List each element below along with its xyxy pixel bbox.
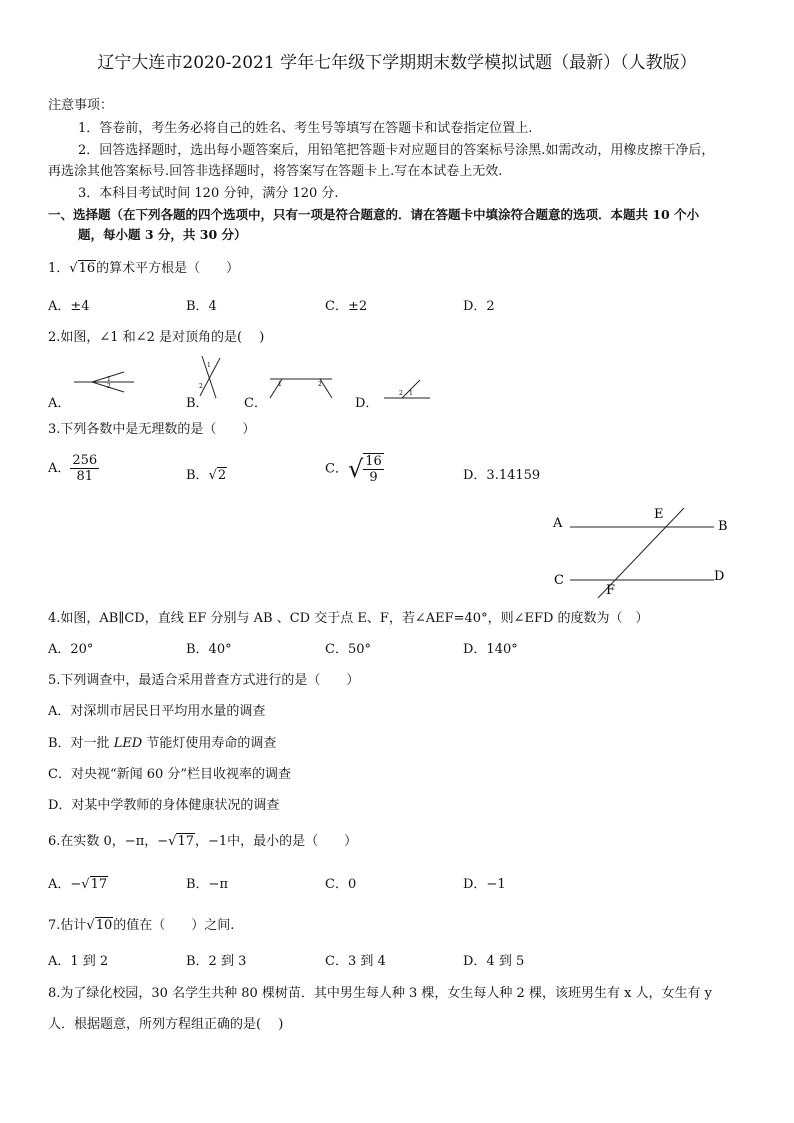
question-5-option-b[interactable]: B．对一批 LED 节能灯使用寿命的调查 (48, 736, 277, 751)
figure-2c-label-1: 1 (278, 381, 282, 388)
sqrt-16-9: √ $\frac{16}{9}$ (347, 454, 382, 485)
figure-2b-label-1: 1 (207, 362, 211, 369)
question-1-option-c[interactable]: C．±2 (325, 299, 368, 314)
notice-item-3: 3．本科目考试时间 120 分钟，满分 120 分. (78, 186, 339, 201)
question-4-stem: 4.如图，AB∥CD，直线 EF 分别与 AB 、CD 交于点 E、F，若∠AEF=40°，则∠EFD 的度数为（ ） (48, 611, 649, 626)
figure-2d-label-1: 1 (409, 390, 413, 397)
figure-2d-label-2: 2 (399, 390, 403, 397)
point-c-label: C (554, 573, 564, 588)
question-5-stem: 5.下列调查中，最适合采用普查方式进行的是（ ） (48, 673, 360, 688)
question-3-option-c[interactable]: C．√ $\frac{16}{9}$ (325, 454, 382, 485)
question-1-option-a[interactable]: A．±4 (48, 299, 90, 314)
question-7-option-b[interactable]: B．2 到 3 (186, 954, 247, 969)
figure-2a-label-2: 2 (107, 383, 111, 390)
question-7-option-d[interactable]: D．4 到 5 (463, 954, 525, 969)
figure-2b (196, 354, 226, 400)
question-5-option-a[interactable]: A．对深圳市居民日平均用水量的调查 (48, 704, 266, 719)
question-4-option-b[interactable]: B．40° (186, 642, 232, 657)
notice-item-2a: 2．回答选择题时，选出每小题答案后，用铅笔把答题卡对应题目的答案标号涂黑.如需改动，用橡皮擦干净后， (78, 143, 715, 158)
point-b-label: B (718, 519, 728, 534)
question-2-stem: 2.如图，∠1 和∠2 是对顶角的是( ) (48, 330, 265, 345)
question-4-option-c[interactable]: C．50° (325, 642, 371, 657)
fraction-256-81: $\frac{256}{81}$ (72, 453, 98, 484)
notice-heading: 注意事项： (48, 98, 114, 113)
question-7-stem: 7.估计√10的值在（ ）之间. (48, 918, 235, 933)
question-5-option-c[interactable]: C．对央视“新闻 60 分”栏目收视率的调查 (48, 767, 292, 782)
figure-4-parallel-lines (548, 502, 738, 598)
notice-item-2b: 再选涂其他答案标号.回答非选择题时，将答案写在答题卡上.写在本试卷上无效. (48, 164, 503, 179)
question-8-stem-line-1: 8.为了绿化校园，30 名学生共种 80 棵树苗．其中男生每人种 3 棵，女生每人种 2 棵，该班男生有 x 人，女生有 y (48, 986, 713, 1001)
question-6-option-d[interactable]: D．−1 (463, 877, 506, 892)
section-heading-line-1: 一、选择题（在下列各题的四个选项中，只有一项是符合题意的．请在答题卡中填涂符合题意的选项．本题共 10 个小 (48, 207, 700, 222)
section-heading-line-2: 题，每小题 3 分，共 30 分） (78, 227, 247, 242)
question-7-option-a[interactable]: A．1 到 2 (48, 954, 109, 969)
point-d-label: D (714, 569, 725, 584)
question-1-stem: 1．√16的算术平方根是（ ） (48, 261, 240, 276)
point-f-label: F (606, 583, 616, 598)
question-3-option-d[interactable]: D．3.14159 (463, 468, 541, 483)
question-3-option-b[interactable]: B．√2 (186, 468, 227, 483)
figure-2b-label-2: 2 (199, 383, 203, 390)
question-4-option-d[interactable]: D．140° (463, 642, 518, 657)
question-4-option-a[interactable]: A．20° (48, 642, 94, 657)
question-2-option-c[interactable]: C． (244, 396, 267, 411)
question-6-stem: 6.在实数 0，−π，−√17，−1中，最小的是（ ） (48, 834, 358, 849)
page-title: 辽宁大连市2020-2021 学年七年级下学期期末数学模拟试题（最新）（人教版） (97, 53, 697, 73)
question-7-option-c[interactable]: C．3 到 4 (325, 954, 386, 969)
question-6-option-c[interactable]: C．0 (325, 877, 357, 892)
sqrt-2: √2 (208, 468, 227, 483)
question-1-option-b[interactable]: B．4 (186, 299, 217, 314)
question-3-stem: 3.下列各数中是无理数的是（ ） (48, 422, 256, 437)
figure-2c-label-2: 2 (318, 381, 322, 388)
figure-2d (382, 376, 432, 400)
question-3-option-a[interactable]: A． $\frac{256}{81}$ (48, 453, 98, 484)
figure-2a-label-1: 1 (107, 376, 111, 383)
notice-item-1: 1．答卷前，考生务必将自己的姓名、考生号等填写在答题卡和试卷指定位置上. (78, 121, 533, 136)
question-5-option-d[interactable]: D．对某中学教师的身体健康状况的调查 (48, 798, 280, 813)
question-1-option-d[interactable]: D．2 (463, 299, 495, 314)
question-2-option-b[interactable]: B． (186, 396, 209, 411)
question-2-option-a[interactable]: A． (48, 396, 71, 411)
point-e-label: E (654, 507, 664, 522)
figure-2a (72, 370, 136, 394)
figure-2c (268, 376, 334, 400)
question-8-stem-line-2: 人．根据题意，所列方程组正确的是( ) (48, 1017, 284, 1032)
question-6-option-b[interactable]: B．−π (186, 877, 228, 892)
sqrt-16: √16 (69, 261, 96, 276)
sqrt-10: √10 (86, 918, 113, 933)
question-2-option-d[interactable]: D． (355, 396, 379, 411)
question-6-option-a[interactable]: A．−√17 (48, 877, 108, 892)
point-a-label: A (553, 516, 563, 531)
sqrt-17: √17 (168, 834, 194, 849)
